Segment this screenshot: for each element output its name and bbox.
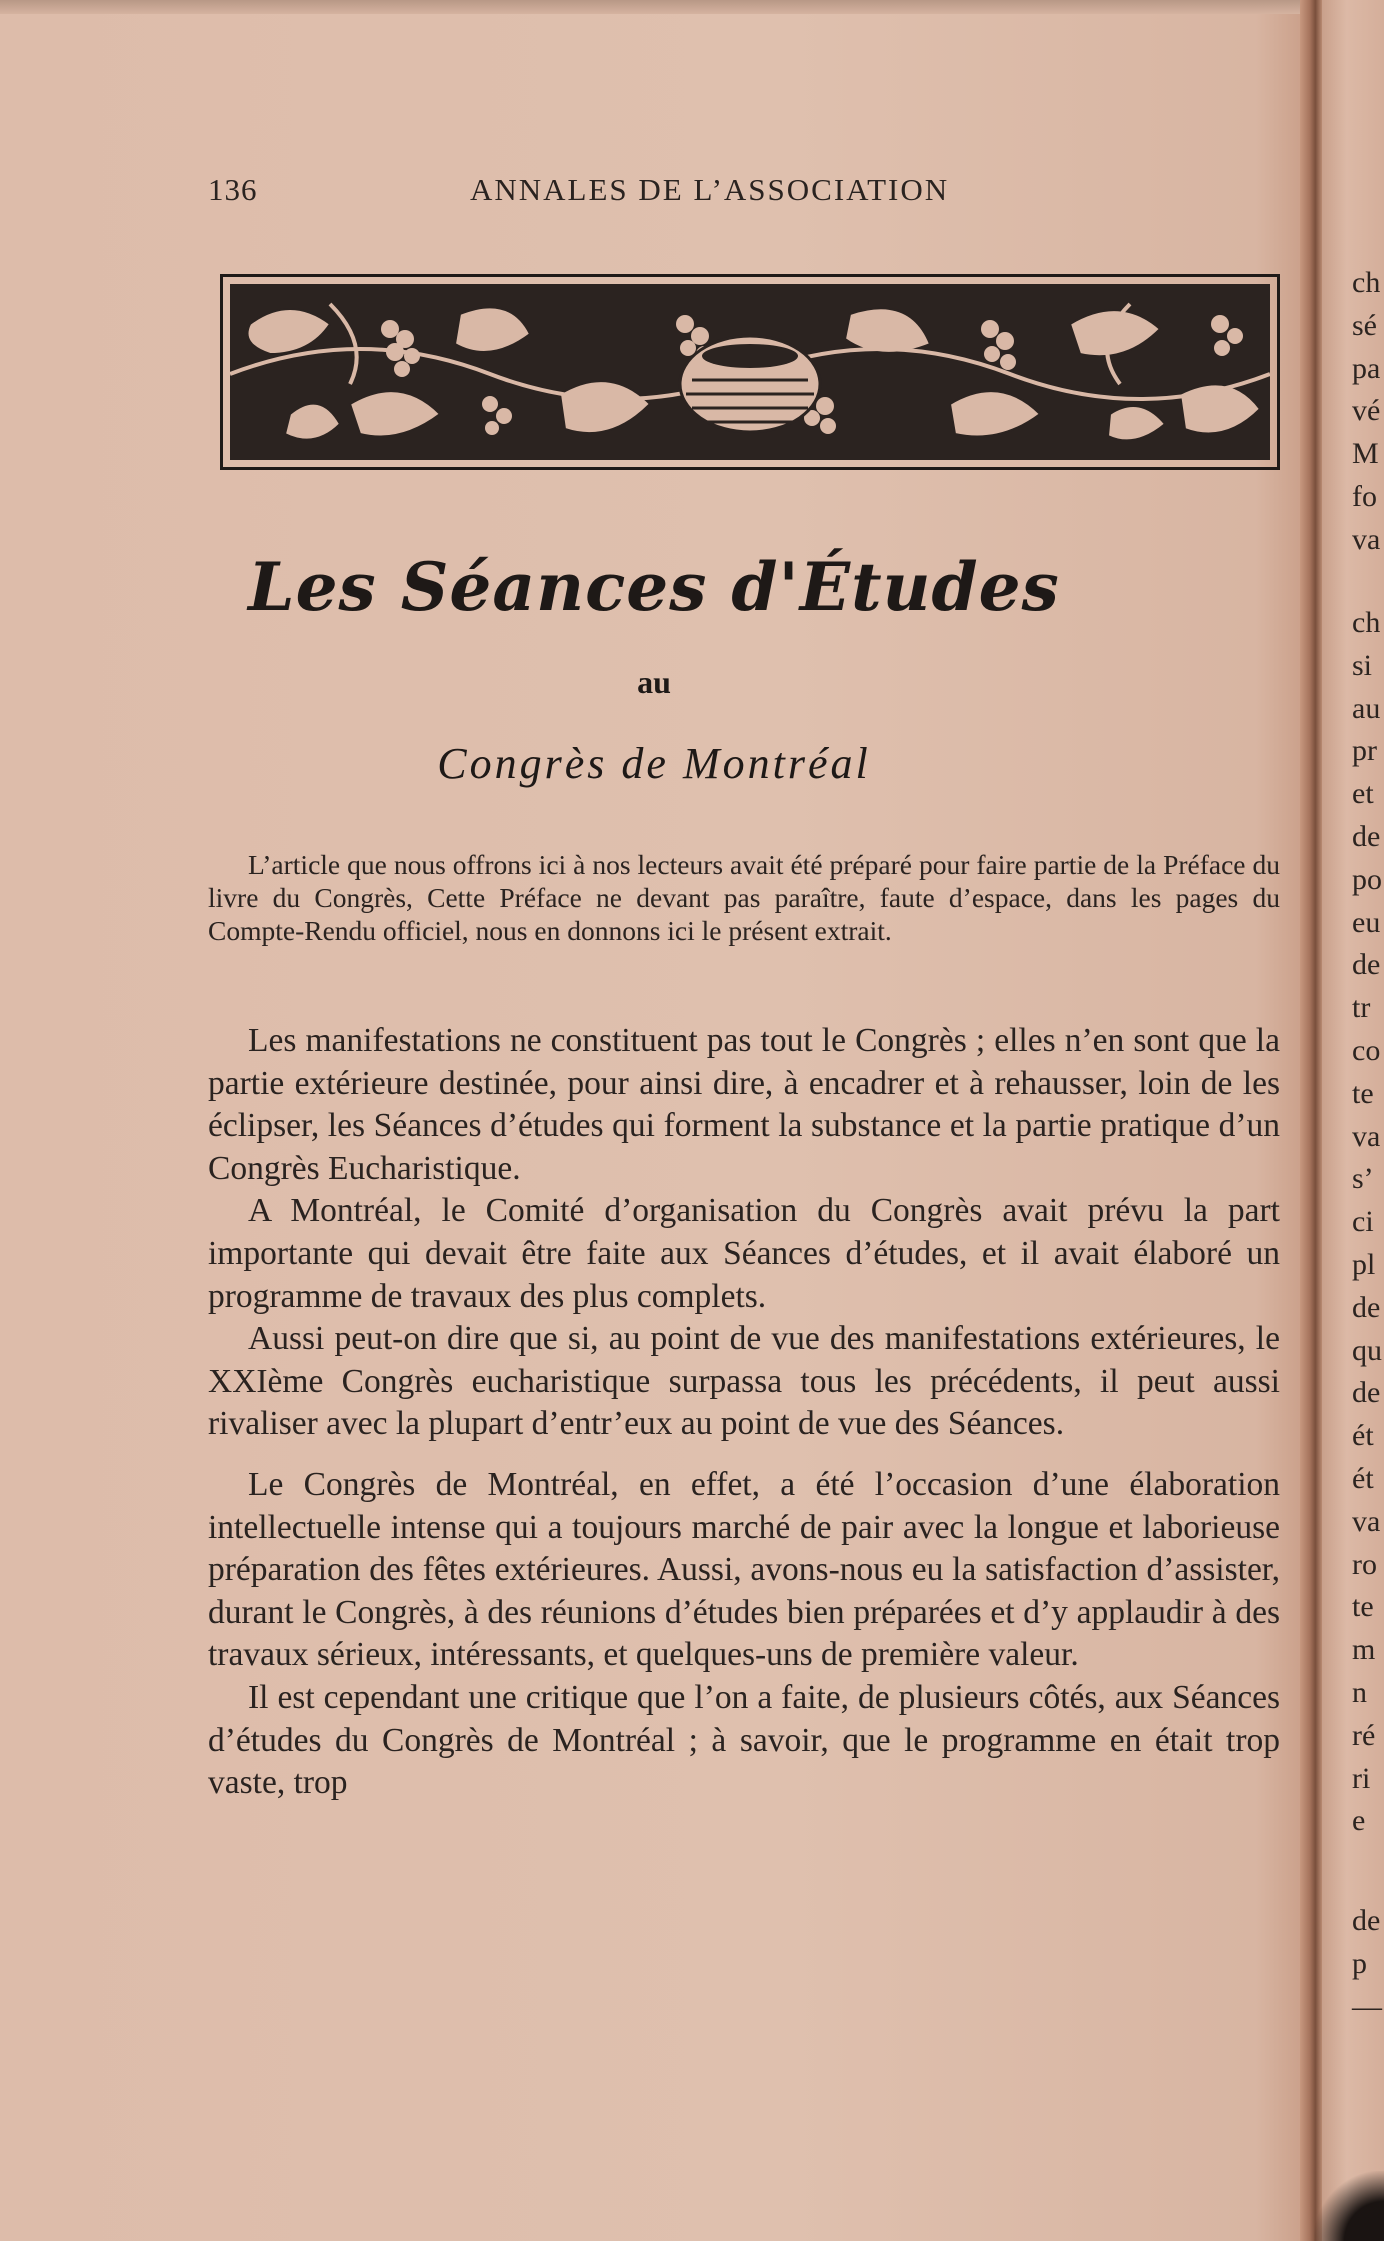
facing-page-fragment: et	[1352, 777, 1374, 811]
facing-page-fragment: eu	[1352, 905, 1381, 939]
facing-page-fragment: po	[1352, 862, 1382, 896]
facing-page-fragment: vé	[1352, 394, 1381, 428]
facing-page-edge	[1322, 0, 1384, 2241]
facing-page-fragment: ci	[1352, 1205, 1374, 1239]
facing-page-fragment: va	[1352, 522, 1381, 556]
editor-note-text: L’article que nous offrons ici à nos lecteurs avait été préparé pour faire partie de la Préface du livre du Congrès, Cette Préface ne devant pas paraître, faute d’espace, dans les pages du Compte-Rendu officiel, nous en donnons ici le présent extrait.	[208, 849, 1280, 946]
facing-page-fragment: ri	[1352, 1761, 1371, 1795]
page-top-edge	[0, 0, 1308, 14]
facing-page-fragment: tr	[1352, 991, 1371, 1025]
body-paragraph: A Montréal, le Comité d’organisation du Congrès avait prévu la part importante qui devait être faite aux Séances d’études, et il avait élaboré un programme de travaux des plus complets.	[208, 1192, 1280, 1315]
vine-grape-ornament-icon	[220, 274, 1280, 470]
body-paragraph: Il est cependant une critique que l’on a faite, de plusieurs côtés, aux Séances d’études du Congrès de Montréal ; à savoir, que le programme en était trop vaste, trop	[208, 1678, 1280, 1802]
facing-page-fragment: ch	[1352, 266, 1381, 299]
facing-page-fragment: ch	[1352, 606, 1381, 639]
facing-page-fragment: p	[1352, 1946, 1367, 1980]
article-title-connector: au	[637, 664, 671, 700]
facing-page-fragment: si	[1352, 648, 1373, 682]
body-paragraph: Aussi peut-on dire que si, au point de vue des manifestations extérieures, le XXIème Congrès eucharistique surpassa tous les précédents, il peut aussi rivaliser avec la plupart d’entr’eux au point de vue des Séances.	[208, 1320, 1280, 1443]
facing-page-fragment: fo	[1352, 480, 1377, 513]
body-paragraph: Les manifestations ne constituent pas tout le Congrès ; elles n’en sont que la partie extérieure destinée, pour ainsi dire, à encadrer et à rehausser, loin de les éclipser, les Séances d’études qui forment la substance et la partie pratique d’un Congrès Eucharistique.	[208, 1022, 1280, 1187]
article-body	[208, 1020, 1280, 1805]
facing-page-fragment: de	[1352, 1376, 1381, 1410]
facing-page-fragment: m	[1352, 1633, 1376, 1667]
facing-page-fragment: pa	[1352, 351, 1381, 385]
facing-page-fragment: e	[1352, 1804, 1366, 1838]
facing-page-fragment: va	[1352, 1504, 1381, 1538]
facing-page-fragment: s’	[1352, 1162, 1374, 1196]
facing-page-fragment: de	[1352, 1290, 1381, 1324]
facing-page-fragment: ét	[1352, 1419, 1374, 1453]
facing-page-fragment: de	[1352, 820, 1381, 853]
facing-page-fragment: te	[1352, 1076, 1374, 1110]
facing-page-fragment: pl	[1352, 1248, 1376, 1281]
article-subtitle: Congrès de Montréal	[437, 739, 871, 788]
facing-page-fragment: ét	[1352, 1462, 1374, 1495]
scan-corner-shadow	[1314, 2171, 1384, 2241]
facing-page-fragment: M	[1352, 437, 1379, 471]
facing-page-fragment: co	[1352, 1034, 1381, 1067]
running-header-title: ANNALES DE L’ASSOCIATION	[470, 172, 950, 207]
article-title: Les Séances d'Études	[248, 548, 1060, 626]
facing-page-fragment: ro	[1352, 1547, 1377, 1581]
facing-page-fragment: n	[1352, 1676, 1367, 1709]
ornament-artwork	[230, 284, 1270, 460]
editor-note	[208, 848, 1280, 947]
body-paragraph: Le Congrès de Montréal, en effet, a été l’occasion d’une élaboration intellectuelle intense qui a toujours marché de pair avec la longue et laborieuse préparation des fêtes extérieures. Aussi, avons-nous eu la satisfaction d’assister, durant le Congrès, à des réunions d’études bien préparées et d’y applaudir à des travaux sérieux, intéressants, et quelques-uns de première valeur.	[208, 1465, 1280, 1674]
facing-page-fragment: qu	[1352, 1333, 1382, 1367]
facing-page-fragment: sé	[1352, 308, 1377, 342]
facing-page-fragment: te	[1352, 1590, 1374, 1624]
book-gutter	[1300, 0, 1322, 2241]
page-number: 136	[208, 172, 258, 207]
facing-page-fragment: de	[1352, 1904, 1381, 1937]
facing-page-fragment: va	[1352, 1119, 1381, 1153]
facing-page-fragment: au	[1352, 691, 1381, 725]
facing-page-fragment: de	[1352, 948, 1381, 982]
facing-page-fragment: pr	[1352, 734, 1377, 768]
facing-page-fragment: ré	[1352, 1718, 1376, 1752]
facing-page-fragment: —	[1352, 1989, 1382, 2023]
